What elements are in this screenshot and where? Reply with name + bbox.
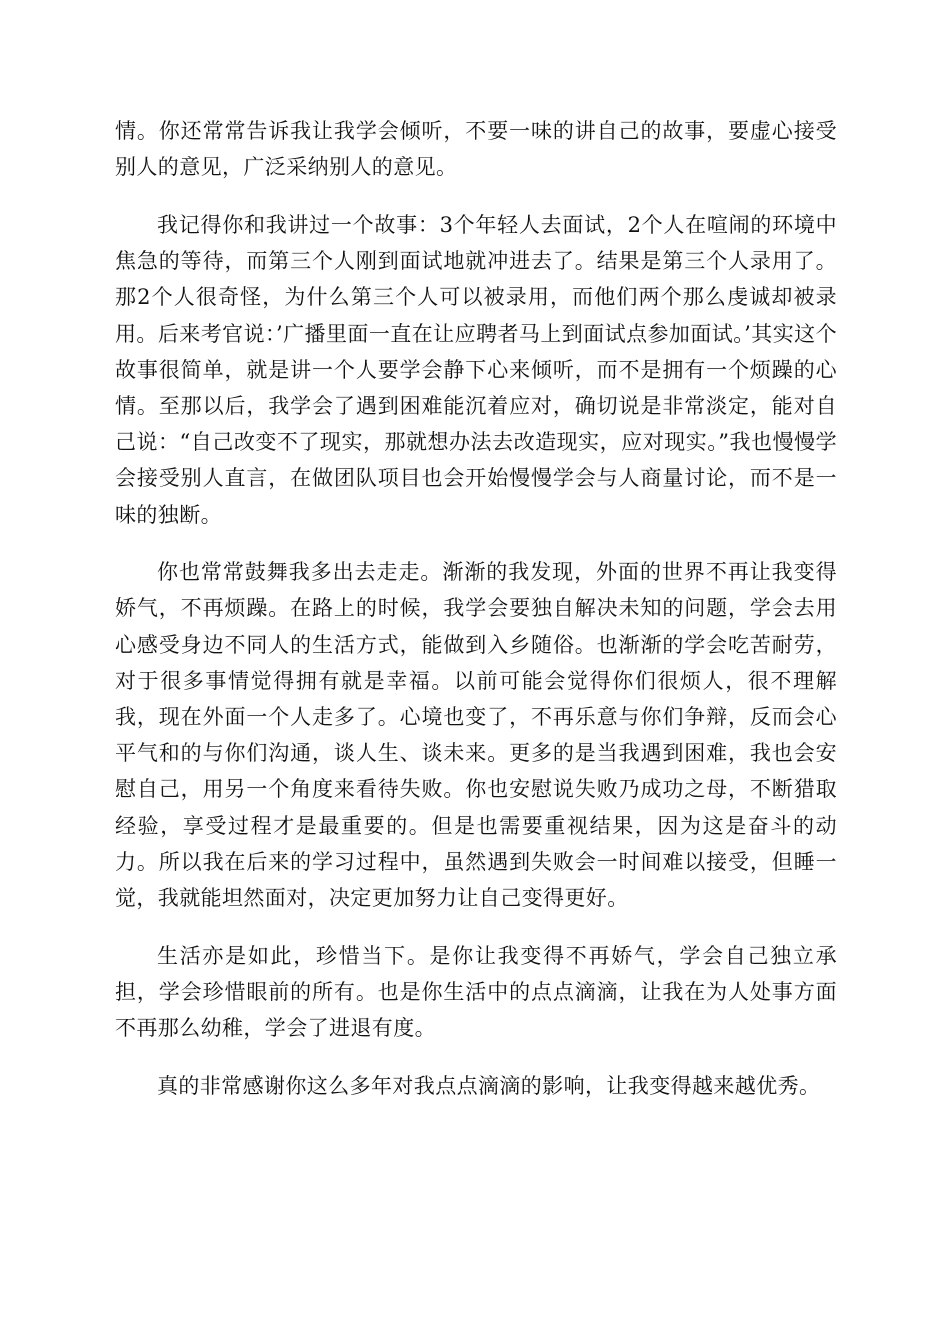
paragraph-4: 生活亦是如此，珍惜当下。是你让我变得不再娇气，学会自己独立承担，学会珍惜眼前的所有。也是你生活中的点点滴滴，让我在为人处事方面不再那么幼稚，学会了进退有度。 bbox=[115, 943, 837, 1041]
paragraph-2: 我记得你和我讲过一个故事：3个年轻人去面试，2个人在喧闹的环境中焦急的等待，而第三个人刚到面试地就冲进去了。结果是第三个人录用了。那2个人很奇怪，为什么第三个人可以被录用，而他们两个那么虔诚却被录用。后来考官说：’广播里面一直在让应聘者马上到面试点参加面试。’其实这个故事很简单，就是讲一个人要学会静下心来倾听，而不是拥有一个烦躁的心情。至那以后，我学会了遇到困难能沉着应对，确切说是非常淡定，能对自己说：“自己改变不了现实，那就想办法去改造现实，应对现实。”我也慢慢学会接受别人直言，在做团队项目也会开始慢慢学会与人商量讨论，而不是一味的独断。 bbox=[115, 212, 837, 527]
document-page bbox=[115, 113, 837, 1126]
paragraph-3: 你也常常鼓舞我多出去走走。渐渐的我发现，外面的世界不再让我变得娇气，不再烦躁。在路上的时候，我学会要独自解决未知的问题，学会去用心感受身边不同人的生活方式，能做到入乡随俗。也渐渐的学会吃苦耐劳，对于很多事情觉得拥有就是幸福。以前可能会觉得你们很烦人，很不理解我，现在外面一个人走多了。心境也变了，不再乐意与你们争辩，反而会心平气和的与你们沟通，谈人生、谈未来。更多的是当我遇到困难，我也会安慰自己，用另一个角度来看待失败。你也安慰说失败乃成功之母，不断猎取经验，享受过程才是最重要的。但是也需要重视结果，因为这是奋斗的动力。所以我在后来的学习过程中，虽然遇到失败会一时间难以接受，但睡一觉，我就能坦然面对，决定更加努力让自己变得更好。 bbox=[115, 560, 837, 911]
paragraph-1: 情。你还常常告诉我让我学会倾听，不要一味的讲自己的故事，要虚心接受别人的意见，广泛采纳别人的意见。 bbox=[115, 119, 837, 180]
paragraph-5: 真的非常感谢你这么多年对我点点滴滴的影响，让我变得越来越优秀。 bbox=[157, 1073, 821, 1098]
